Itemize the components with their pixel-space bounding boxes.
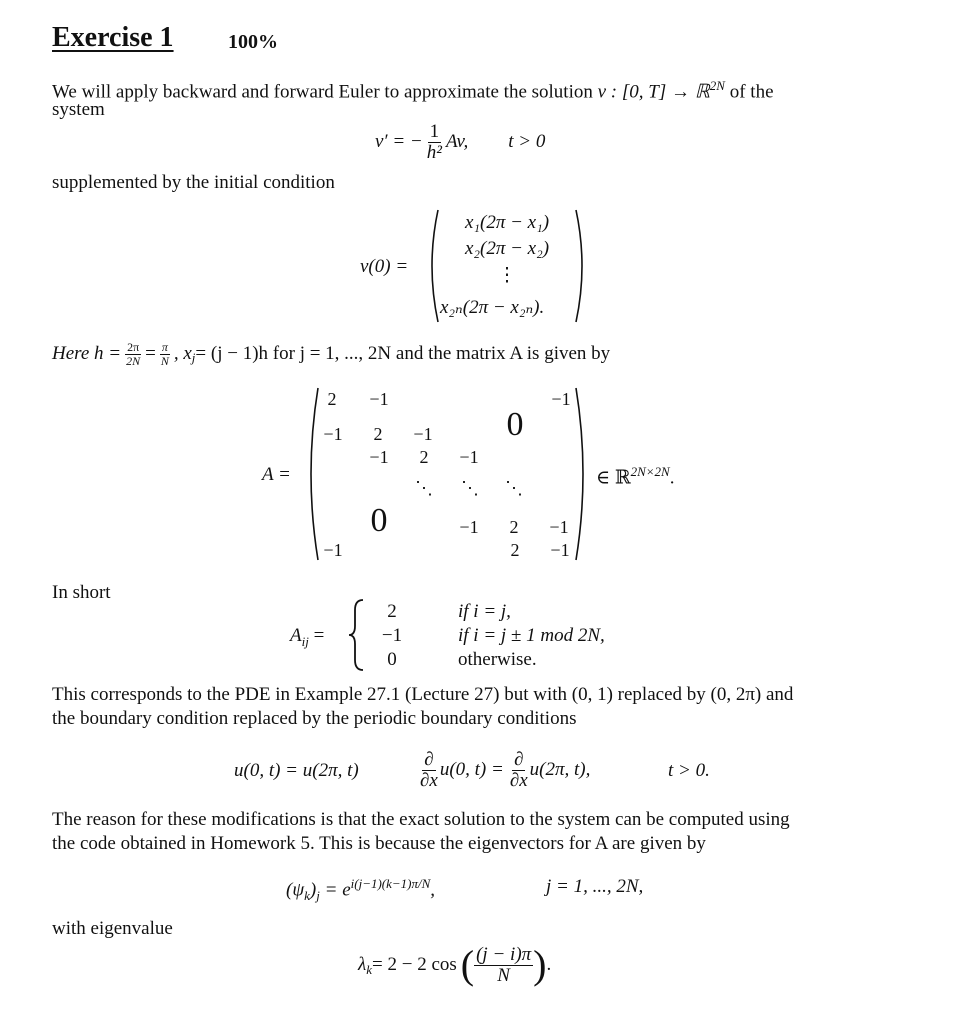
case-value-2: −1 <box>381 625 403 646</box>
h-frac-1 <box>124 341 142 367</box>
here-part3: = (j − 1)h for j = 1, ..., 2N and the matrix A is given by <box>195 343 611 364</box>
lambda-lparen: ( <box>460 942 475 987</box>
cases-brace <box>346 598 368 672</box>
a-zero-lower: 0 <box>370 502 388 539</box>
intro-text: We will apply backward and forward Euler to approximate the solution <box>52 81 593 103</box>
here-line <box>52 336 610 372</box>
a-2-1: −1 <box>323 424 343 444</box>
h-frac-2-den: N <box>160 353 169 368</box>
lambda-rhs: = 2 − 2 cos <box>372 954 457 975</box>
here-eq: = <box>145 343 156 364</box>
a-n1-3: −1 <box>549 517 569 537</box>
lambda-frac <box>474 945 533 986</box>
a-ddots-2: ⋱ <box>461 478 479 498</box>
a-n1-2: 2 <box>509 517 519 537</box>
bc-mid: u(0, t) = <box>439 759 504 780</box>
ode-frac-den: h² <box>426 141 442 163</box>
eig-range: j = 1, ..., 2N, <box>546 876 644 897</box>
ode-rhs: Av, <box>445 131 469 152</box>
intro-map: v : [0, T] → ℝ <box>597 81 710 103</box>
a-n-n1: 2 <box>510 540 520 560</box>
a-3-2: −1 <box>369 447 389 467</box>
bc-part1: u(0, t) = u(2π, t) <box>234 760 359 781</box>
membership-dot: . <box>669 467 675 489</box>
h-frac-2-num: π <box>161 339 168 354</box>
eig-lhs: (ψ <box>286 879 305 901</box>
a-n-n: −1 <box>550 540 570 560</box>
reason-line-1: The reason for these modifications is that the exact solution to the system can be computed using <box>52 809 790 830</box>
eig-eq: = e <box>319 879 351 901</box>
intro-line-2: system <box>52 99 105 120</box>
left-paren <box>432 210 438 322</box>
a-ddots-3: ⋱ <box>505 478 523 498</box>
initial-lhs: v(0) = <box>360 256 409 277</box>
here-subj: j <box>191 350 196 365</box>
brace-path <box>349 600 363 670</box>
a-1-1: 2 <box>327 389 337 409</box>
matrix-left-paren <box>311 388 318 560</box>
ode-fraction <box>425 122 444 163</box>
bc-derivatives <box>418 746 590 794</box>
case-cond-1: if i = j, <box>458 601 511 622</box>
ode-lhs: v′ = − <box>375 131 423 152</box>
a-1-2: −1 <box>369 389 389 409</box>
h-frac-2 <box>159 341 171 367</box>
eigenvalue-eq <box>358 938 551 992</box>
eigenvector-eq <box>286 876 435 904</box>
intro-ofthe: of the <box>729 81 774 103</box>
bc-dfrac-2 <box>508 750 530 791</box>
case-cond-3: otherwise. <box>458 649 537 670</box>
here-part1: Here h = <box>52 343 122 364</box>
a-1-n: −1 <box>551 389 571 409</box>
bc-dfrac-1-num: ∂ <box>424 748 434 770</box>
matrix-right-paren <box>576 388 583 560</box>
supplemented-text: supplemented by the initial condition <box>52 172 335 193</box>
membership-sup: 2N×2N <box>630 464 670 479</box>
eig-comma: , <box>430 879 436 901</box>
matrix-membership <box>596 464 674 489</box>
pde-line-2: the boundary condition replaced by the periodic boundary conditions <box>52 708 577 729</box>
here-part2: , x <box>173 343 192 364</box>
intro-line-1 <box>52 74 774 104</box>
lambda-den: N <box>497 964 510 986</box>
bc-dfrac-2-den: ∂x <box>509 769 528 791</box>
eig-exp: i(j−1)(k−1)π/N <box>350 876 431 891</box>
bc-dfrac-1 <box>418 750 440 791</box>
case-value-1: 2 <box>387 601 397 622</box>
pde-line-1: This corresponds to the PDE in Example 27.1 (Lecture 27) but with (0, 1) replaced by (0, 2π) and <box>52 684 794 705</box>
cases-eq: = <box>313 625 325 646</box>
cases-a: A <box>290 625 302 646</box>
bc-dfrac-1-den: ∂x <box>420 769 438 791</box>
lambda-k: k <box>366 962 373 977</box>
matrix-a-lhs: A = <box>262 464 291 485</box>
a-3-4: −1 <box>459 447 479 467</box>
a-2-3: −1 <box>413 424 433 444</box>
case-cond-2: if i = j ± 1 mod 2N, <box>458 625 605 646</box>
with-eigenvalue-text: with eigenvalue <box>52 918 173 939</box>
eig-rhs: ) <box>309 879 317 901</box>
a-3-3: 2 <box>419 447 429 467</box>
initial-row-1: x₁(2π − x₁) <box>464 212 550 233</box>
bc-dfrac-2-num: ∂ <box>514 748 524 770</box>
lambda-rparen: ) <box>533 942 547 987</box>
initial-row-2: x₂(2π − x₂) <box>464 238 550 259</box>
a-n1-1: −1 <box>459 517 479 537</box>
intro-sup: 2N <box>709 78 725 93</box>
score-badge: 100% <box>228 31 278 53</box>
a-zero-upper: 0 <box>506 406 524 443</box>
lambda-lhs: λ <box>358 954 367 975</box>
eig-j: j <box>316 888 320 904</box>
bc-end: u(2π, t), <box>529 759 591 780</box>
reason-line-2: the code obtained in Homework 5. This is because the eigenvectors for A are given by <box>52 833 706 854</box>
a-n-1: −1 <box>323 540 343 560</box>
a-ddots-1: ⋱ <box>415 478 433 498</box>
exercise-title: Exercise 1 <box>52 22 174 53</box>
in-short-text: In short <box>52 582 111 603</box>
ode-condition: t > 0 <box>508 131 546 152</box>
ode-equation <box>375 118 545 166</box>
h-frac-1-den: 2N <box>126 353 141 368</box>
a-2-2: 2 <box>373 424 383 444</box>
lambda-num: (j − i)π <box>476 943 532 965</box>
h-frac-1-num: 2π <box>127 339 140 354</box>
cases-lhs <box>290 625 324 650</box>
case-value-3: 0 <box>387 649 397 670</box>
eig-k: k <box>304 888 310 904</box>
lambda-dot: . <box>546 954 552 975</box>
initial-row-4: x₂ₙ(2π − x₂ₙ). <box>440 297 545 318</box>
ode-frac-num: 1 <box>429 120 440 142</box>
cases-sub: ij <box>301 633 309 649</box>
membership-text: ∈ ℝ <box>596 467 631 489</box>
bc-cond: t > 0. <box>668 760 710 781</box>
initial-row-3: ⋮ <box>497 265 517 286</box>
